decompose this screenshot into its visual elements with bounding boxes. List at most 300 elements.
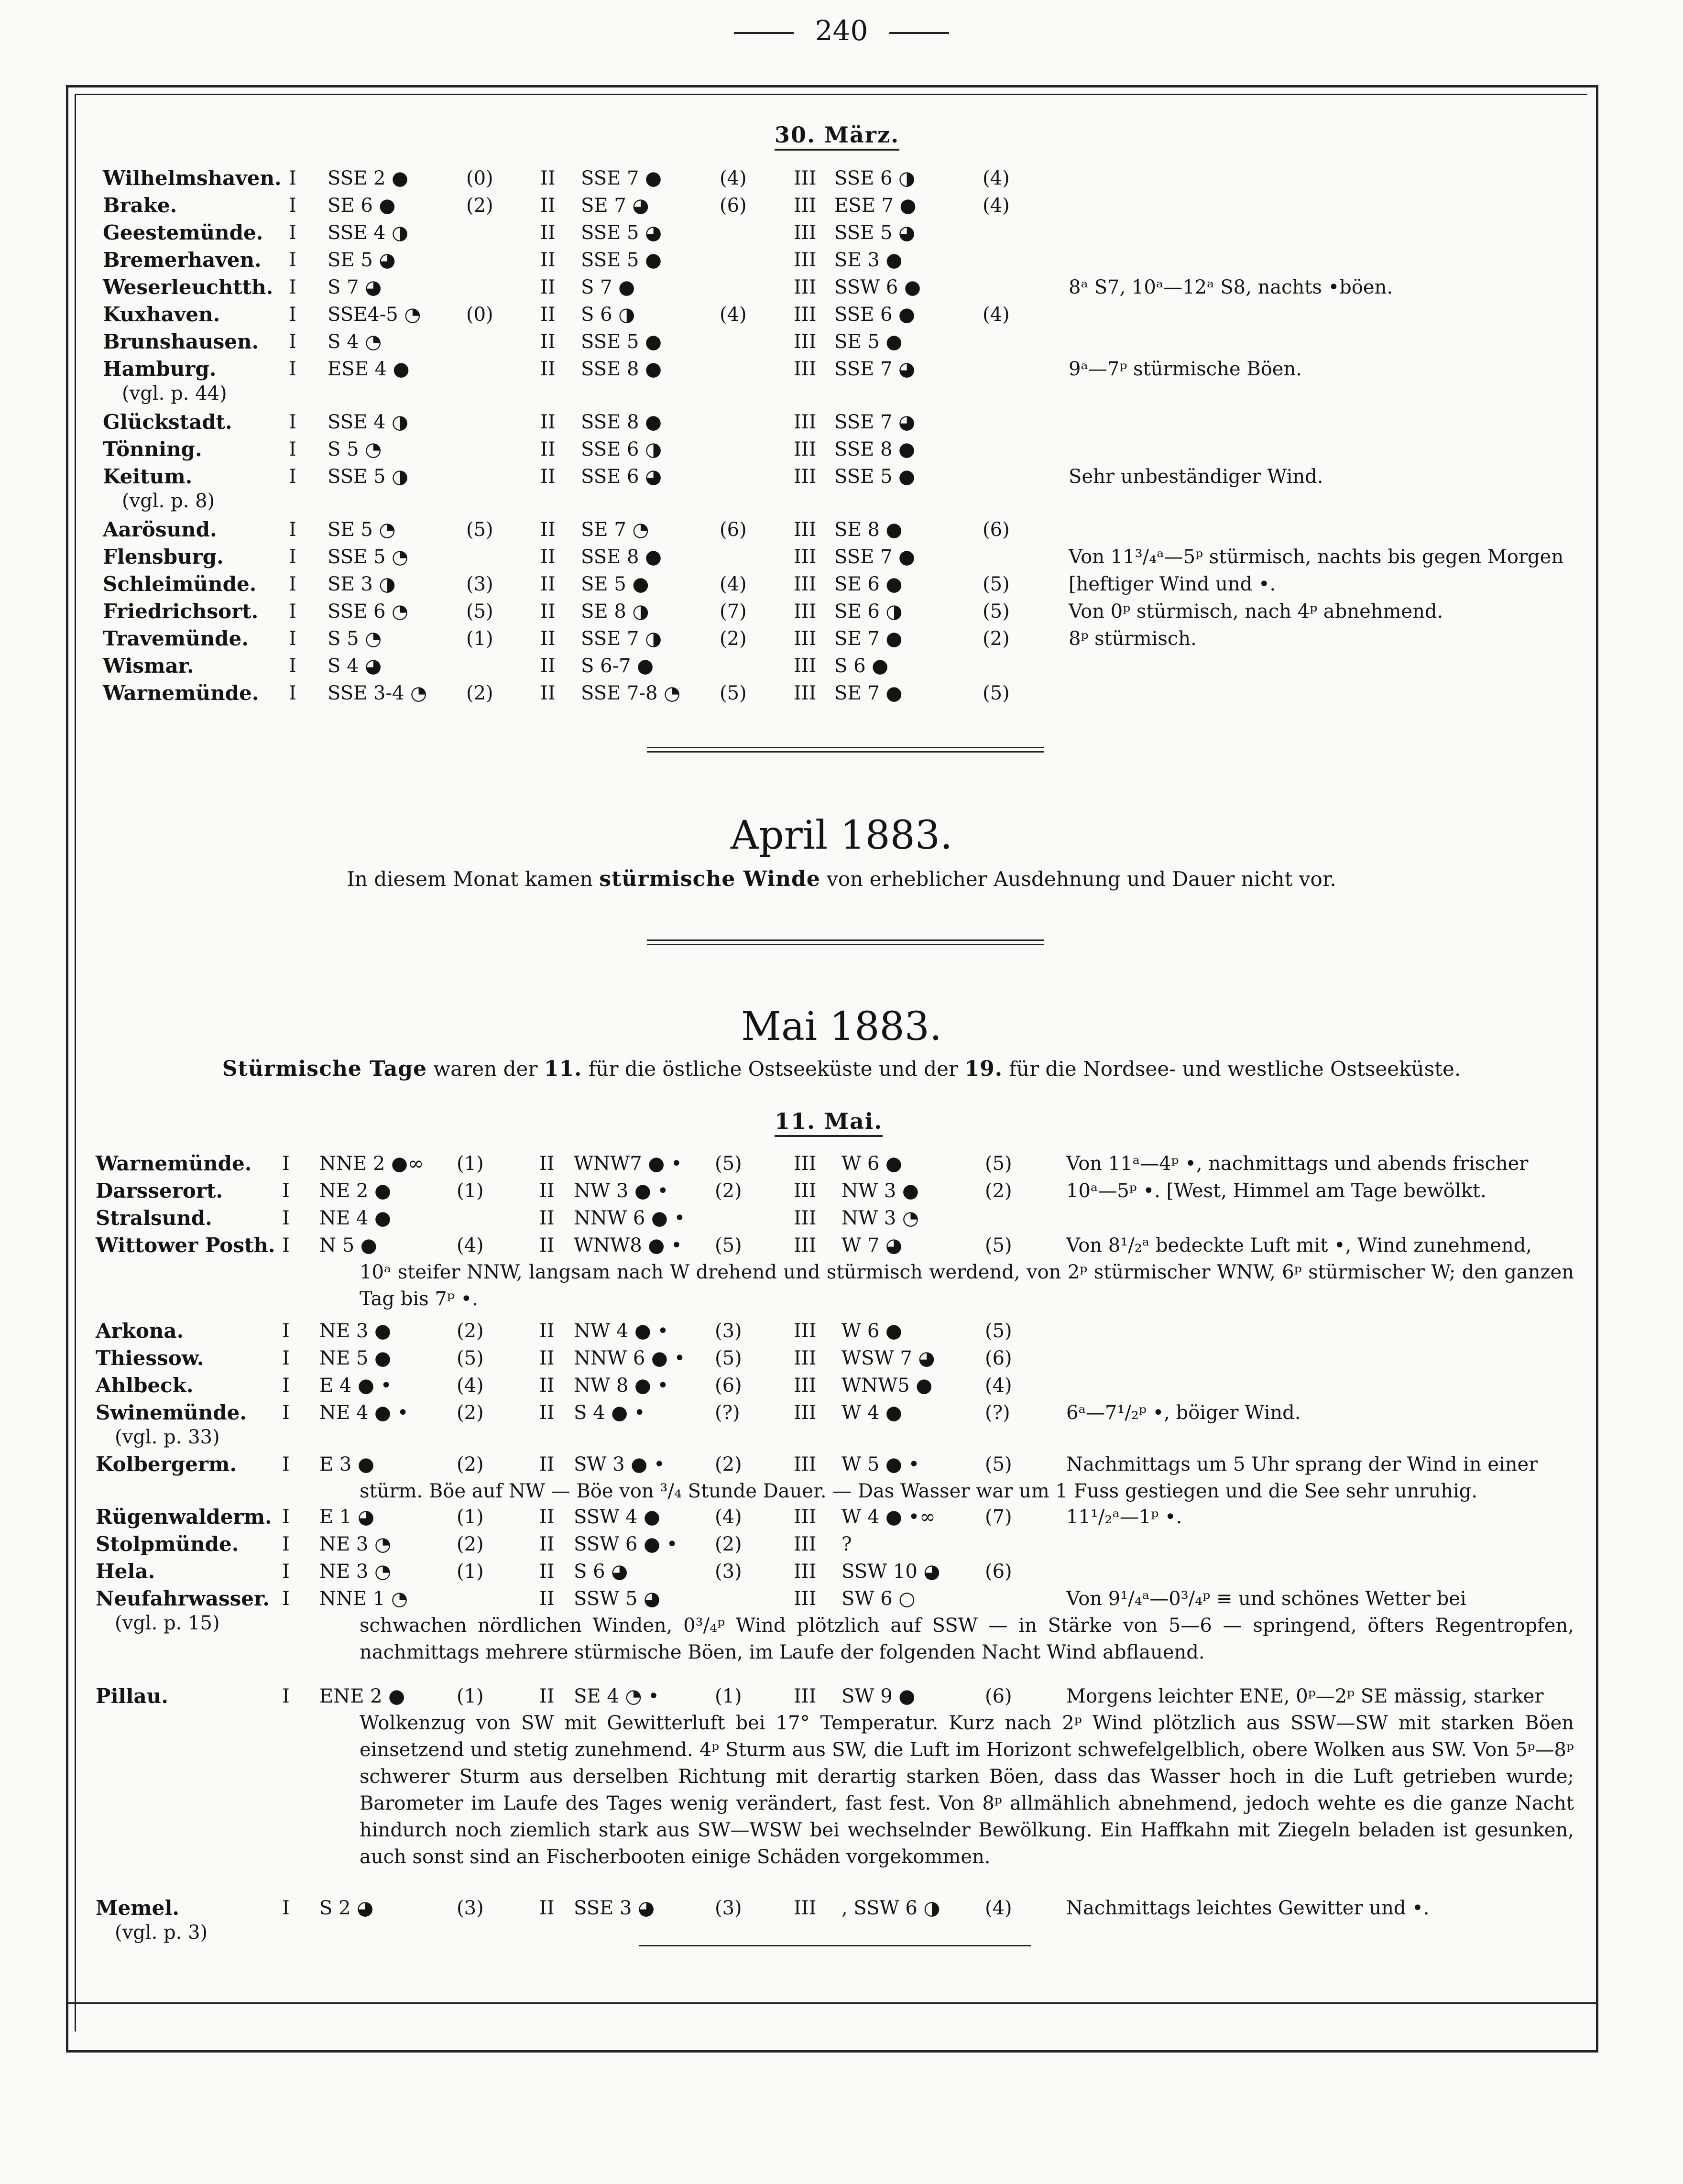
obs-i-label: I xyxy=(282,1561,290,1583)
sea-ii: (3) xyxy=(715,1897,742,1919)
sea-i: (2) xyxy=(466,682,493,704)
sea-ii: (3) xyxy=(715,1561,742,1583)
obs-iii-label: III xyxy=(794,167,817,189)
remark-continuation: Wolkenzug von SW mit Gewitterluft bei 17° Temperatur. Kurz nach 2ᵖ Wind plötzlich aus SSW—SW mit starken Böen einsetzend und stetig zunehmend. 4ᵖ Sturm aus SW, die Luft im Horizont schwefelgelblich, obere Wolken aus SW. Von 5ᵖ—8ᵖ schwerer Sturm aus derselben Richtung mit derartig starken Böen, dass das Wasser hoch in die Luft getrieben wurde; Barometer im Laufe des Tages wenig verändert, fast fest. Von 8ᵖ allmählich abnehmend, jedoch wehte es die ganze Nacht hindurch noch ziemlich stark aus SW—WSW bei wechselnder Bewölkung. Ein Haffkahn mit Ziegeln beladen ist gesunken, auch sonst sind an Fischerbooten einige Schäden vorgekommen. xyxy=(360,1712,1574,1868)
sea-ii: (6) xyxy=(720,519,747,541)
wind-i: S 5 ◔ xyxy=(328,438,382,460)
sea-iii: (4) xyxy=(983,195,1010,217)
wind-ii: S 7 ● xyxy=(581,276,635,298)
obs-ii-label: II xyxy=(539,1685,555,1707)
wind-ii: SE 4 ◔ • xyxy=(574,1685,659,1707)
sea-ii: (?) xyxy=(715,1402,740,1424)
separator xyxy=(647,747,1044,753)
station-name: Kolbergerm. xyxy=(96,1452,237,1476)
wind-ii: NW 4 ● • xyxy=(574,1320,669,1342)
station-row xyxy=(0,680,1683,707)
obs-i-label: I xyxy=(289,466,296,488)
obs-iii-label: III xyxy=(794,438,817,460)
sea-iii: (5) xyxy=(983,573,1010,595)
wind-ii: S 6-7 ● xyxy=(581,655,654,677)
sea-iii: (7) xyxy=(985,1506,1012,1528)
wind-ii: WNW7 ● • xyxy=(574,1153,682,1175)
wind-ii: SSE 8 ● xyxy=(581,411,662,433)
wind-i: SSE 5 ◑ xyxy=(328,466,409,488)
wind-ii: WNW8 ● • xyxy=(574,1234,682,1256)
obs-iii-label: III xyxy=(794,573,817,595)
obs-i-label: I xyxy=(289,276,296,298)
station-row xyxy=(0,516,1683,543)
obs-iii-label: III xyxy=(794,1320,817,1342)
obs-i-label: I xyxy=(282,1375,290,1397)
obs-ii-label: II xyxy=(540,331,556,353)
sea-i: (1) xyxy=(457,1685,484,1707)
wind-i: NE 5 ● xyxy=(319,1347,391,1369)
obs-iii-label: III xyxy=(794,1897,817,1919)
station-row xyxy=(0,1451,1683,1478)
wind-iii: SE 5 ● xyxy=(834,331,903,353)
wind-i: SE 5 ◕ xyxy=(328,249,396,271)
wind-iii: SSE 6 ◑ xyxy=(834,167,916,189)
wind-iii: W 7 ◕ xyxy=(842,1234,902,1256)
station-name: Flensburg. xyxy=(103,545,224,568)
obs-i-label: I xyxy=(289,682,296,704)
sea-i: (0) xyxy=(466,167,493,189)
sea-iii: (5) xyxy=(985,1153,1012,1175)
station-name: Weserleuchtth. xyxy=(103,275,273,299)
station-row xyxy=(0,1895,1683,1922)
wind-iii: ESE 7 ● xyxy=(834,195,917,217)
station-row xyxy=(0,1399,1683,1426)
obs-iii-label: III xyxy=(794,304,817,326)
obs-iii-label: III xyxy=(794,682,817,704)
obs-ii-label: II xyxy=(539,1320,555,1342)
station-reference: (vgl. p. 3) xyxy=(115,1922,208,1944)
station-name: Hamburg. xyxy=(103,357,217,381)
remark: 9ᵃ—7ᵖ stürmische Böen. xyxy=(1069,358,1302,380)
wind-i: SE 3 ◑ xyxy=(328,573,396,595)
obs-i-label: I xyxy=(282,1506,290,1528)
wind-ii: SSW 5 ◕ xyxy=(574,1588,660,1610)
obs-ii-label: II xyxy=(540,601,556,622)
sea-i: (0) xyxy=(466,304,493,326)
remark: Von 9¹/₄ᵃ—0³/₄ᵖ ≡ und schönes Wetter bei xyxy=(1066,1588,1466,1610)
sea-ii: (4) xyxy=(720,167,747,189)
sea-iii: (5) xyxy=(985,1320,1012,1342)
obs-i-label: I xyxy=(282,1347,290,1369)
wind-ii: SSE 5 ● xyxy=(581,249,662,271)
wind-ii: SSE 8 ● xyxy=(581,546,662,568)
remark: Morgens leichter ENE, 0ᵖ—2ᵖ SE mässig, starker xyxy=(1066,1685,1544,1707)
wind-i: SSE 3-4 ◔ xyxy=(328,682,427,704)
obs-i-label: I xyxy=(282,1588,290,1610)
sea-i: (3) xyxy=(457,1897,484,1919)
station-row xyxy=(0,436,1683,463)
obs-iii-label: III xyxy=(794,519,817,541)
obs-ii-label: II xyxy=(540,358,556,380)
obs-ii-label: II xyxy=(540,222,556,244)
sea-i: (4) xyxy=(457,1234,484,1256)
wind-iii: W 6 ● xyxy=(842,1320,902,1342)
obs-i-label: I xyxy=(289,438,296,460)
remark-continuation: schwachen nördlichen Winden, 0³/₄ᵖ Wind plötzlich auf SSW — in Stärke von 5—6 — springend, öfters Regentropfen, nachmittags mehrere stürmische Böen, im Laufe der folgenden Nacht Wind abflauend. xyxy=(360,1615,1574,1663)
page-number: 240 xyxy=(0,14,1683,47)
wind-iii: SE 7 ● xyxy=(834,628,903,650)
station-name: Tönning. xyxy=(103,437,202,461)
sea-iii: (5) xyxy=(983,682,1010,704)
obs-iii-label: III xyxy=(794,1402,817,1424)
station-row xyxy=(0,409,1683,436)
obs-i-label: I xyxy=(282,1897,290,1919)
station-name: Thiessow. xyxy=(96,1346,204,1370)
sea-ii: (2) xyxy=(715,1180,742,1202)
wind-ii: NW 8 ● • xyxy=(574,1375,669,1397)
obs-i-label: I xyxy=(282,1533,290,1555)
wind-ii: NNW 6 ● • xyxy=(574,1207,686,1229)
station-row xyxy=(0,247,1683,273)
station-row xyxy=(0,653,1683,679)
obs-iii-label: III xyxy=(794,466,817,488)
station-row xyxy=(0,1205,1683,1232)
obs-i-label: I xyxy=(282,1453,290,1475)
wind-ii: NNW 6 ● • xyxy=(574,1347,686,1369)
wind-iii: SE 3 ● xyxy=(834,249,903,271)
remark: 11¹/₂ᵃ—1ᵖ •. xyxy=(1066,1506,1182,1528)
sea-iii: (2) xyxy=(983,628,1010,650)
wind-ii: SE 7 ◔ xyxy=(581,519,649,541)
station-row xyxy=(0,1150,1683,1177)
station-name: Friedrichsort. xyxy=(103,600,259,623)
obs-iii-label: III xyxy=(794,1347,817,1369)
obs-ii-label: II xyxy=(540,682,556,704)
sea-i: (3) xyxy=(466,573,493,595)
wind-i: E 3 ● xyxy=(319,1453,374,1475)
wind-ii: SSE 7 ◑ xyxy=(581,628,662,650)
sea-ii: (4) xyxy=(715,1506,742,1528)
station-name: Warnemünde. xyxy=(103,681,259,705)
mai-note: Stürmische Tage waren der 11. für die östliche Ostseeküste und der 19. für die Nordsee- und westliche Ostseeküste. xyxy=(222,1057,1461,1081)
sea-i: (1) xyxy=(466,628,493,650)
station-name: Memel. xyxy=(96,1896,179,1920)
obs-i-label: I xyxy=(289,195,296,217)
obs-ii-label: II xyxy=(540,519,556,541)
station-row xyxy=(0,1504,1683,1530)
obs-i-label: I xyxy=(289,546,296,568)
wind-i: SE 6 ● xyxy=(328,195,396,217)
wind-iii: SE 7 ● xyxy=(834,682,903,704)
sea-ii: (3) xyxy=(715,1320,742,1342)
sea-i: (1) xyxy=(457,1180,484,1202)
sea-ii: (5) xyxy=(720,682,747,704)
sea-i: (2) xyxy=(457,1453,484,1475)
sea-ii: (6) xyxy=(720,195,747,217)
station-row xyxy=(0,544,1683,570)
wind-ii: S 6 ◕ xyxy=(574,1561,628,1583)
wind-iii: SW 9 ● xyxy=(842,1685,916,1707)
obs-ii-label: II xyxy=(540,276,556,298)
obs-i-label: I xyxy=(282,1320,290,1342)
obs-i-label: I xyxy=(282,1234,290,1256)
station-row xyxy=(0,1683,1683,1710)
sea-iii: (6) xyxy=(985,1685,1012,1707)
station-name: Stolpmünde. xyxy=(96,1532,239,1556)
obs-i-label: I xyxy=(289,304,296,326)
wind-ii: SSE 3 ◕ xyxy=(574,1897,655,1919)
wind-ii: SSE 5 ◕ xyxy=(581,222,662,244)
wind-ii: SSE 7 ● xyxy=(581,167,662,189)
wind-iii: SSE 8 ● xyxy=(834,438,916,460)
station-name: Pillau. xyxy=(96,1684,168,1708)
remark: 8ᵖ stürmisch. xyxy=(1069,628,1197,650)
wind-iii: WNW5 ● xyxy=(842,1375,933,1397)
station-name: Bremerhaven. xyxy=(103,248,262,272)
wind-i: SSE 4 ◑ xyxy=(328,222,409,244)
wind-ii: SSE 5 ● xyxy=(581,331,662,353)
wind-ii: SE 7 ◕ xyxy=(581,195,649,217)
wind-iii: SE 6 ◑ xyxy=(834,601,903,622)
wind-i: SSE 6 ◔ xyxy=(328,601,409,622)
sea-iii: (4) xyxy=(983,304,1010,326)
wind-iii: W 5 ● • xyxy=(842,1453,920,1475)
station-name: Darsserort. xyxy=(96,1179,223,1202)
wind-i: NNE 2 ●∞ xyxy=(319,1153,424,1175)
sea-i: (5) xyxy=(457,1347,484,1369)
station-name: Neufahrwasser. xyxy=(96,1587,270,1610)
wind-iii: SSE 5 ◕ xyxy=(834,222,916,244)
wind-iii: SE 8 ● xyxy=(834,519,903,541)
obs-i-label: I xyxy=(289,601,296,622)
wind-i: NE 4 ● • xyxy=(319,1402,409,1424)
station-name: Schleimünde. xyxy=(103,572,257,596)
remark: Sehr unbeständiger Wind. xyxy=(1069,466,1323,488)
wind-ii: SSE 7-8 ◔ xyxy=(581,682,681,704)
station-row xyxy=(0,1531,1683,1558)
obs-ii-label: II xyxy=(540,655,556,677)
wind-i: S 2 ◕ xyxy=(319,1897,374,1919)
station-name: Arkona. xyxy=(96,1319,184,1343)
station-row xyxy=(0,274,1683,301)
wind-ii: NW 3 ● • xyxy=(574,1180,669,1202)
obs-i-label: I xyxy=(282,1153,290,1175)
obs-ii-label: II xyxy=(539,1588,555,1610)
wind-iii: SW 6 ○ xyxy=(842,1588,916,1610)
remark: Von 8¹/₂ᵃ bedeckte Luft mit •, Wind zunehmend, xyxy=(1066,1234,1532,1256)
station-name: Brake. xyxy=(103,194,177,217)
wind-ii: SE 5 ● xyxy=(581,573,649,595)
sea-iii: (2) xyxy=(985,1180,1012,1202)
wind-i: SSE4-5 ◔ xyxy=(328,304,421,326)
obs-ii-label: II xyxy=(540,249,556,271)
april-title: April 1883. xyxy=(730,813,953,858)
obs-iii-label: III xyxy=(794,331,817,353)
wind-iii: W 4 ● •∞ xyxy=(842,1506,936,1528)
obs-ii-label: II xyxy=(539,1375,555,1397)
sea-i: (1) xyxy=(457,1561,484,1583)
wind-i: NNE 1 ◔ xyxy=(319,1588,408,1610)
wind-iii: NW 3 ● xyxy=(842,1180,919,1202)
wind-iii: SSW 6 ● xyxy=(834,276,921,298)
sea-i: (2) xyxy=(466,195,493,217)
sea-iii: (6) xyxy=(985,1347,1012,1369)
sea-i: (5) xyxy=(466,601,493,622)
obs-i-label: I xyxy=(289,519,296,541)
obs-iii-label: III xyxy=(794,601,817,622)
obs-iii-label: III xyxy=(794,655,817,677)
sea-iii: (4) xyxy=(983,167,1010,189)
obs-iii-label: III xyxy=(794,1375,817,1397)
wind-iii: SSE 7 ● xyxy=(834,546,916,568)
wind-iii: W 6 ● xyxy=(842,1153,902,1175)
wind-ii: SSE 8 ● xyxy=(581,358,662,380)
wind-iii: W 4 ● xyxy=(842,1402,902,1424)
obs-ii-label: II xyxy=(539,1153,555,1175)
station-row xyxy=(0,328,1683,355)
wind-i: SSE 5 ◔ xyxy=(328,546,409,568)
sea-i: (2) xyxy=(457,1533,484,1555)
obs-ii-label: II xyxy=(540,466,556,488)
station-row xyxy=(0,571,1683,598)
obs-ii-label: II xyxy=(539,1180,555,1202)
wind-i: SE 5 ◔ xyxy=(328,519,396,541)
station-row xyxy=(0,1232,1683,1259)
sea-ii: (5) xyxy=(715,1153,742,1175)
obs-i-label: I xyxy=(282,1402,290,1424)
obs-iii-label: III xyxy=(794,1453,817,1475)
obs-i-label: I xyxy=(282,1180,290,1202)
station-name: Kuxhaven. xyxy=(103,303,220,326)
remark: Nachmittags leichtes Gewitter und •. xyxy=(1066,1897,1430,1919)
wind-i: E 4 ● • xyxy=(319,1375,392,1397)
sea-iii: (6) xyxy=(985,1561,1012,1583)
obs-iii-label: III xyxy=(794,1234,817,1256)
station-row xyxy=(0,219,1683,246)
obs-iii-label: III xyxy=(794,1588,817,1610)
wind-ii: SSW 4 ● xyxy=(574,1506,660,1528)
wind-ii: S 6 ◑ xyxy=(581,304,635,326)
wind-ii: SSE 6 ◑ xyxy=(581,438,662,460)
obs-iii-label: III xyxy=(794,546,817,568)
sea-i: (2) xyxy=(457,1402,484,1424)
station-reference: (vgl. p. 15) xyxy=(115,1612,220,1634)
station-row xyxy=(0,165,1683,192)
obs-ii-label: II xyxy=(539,1533,555,1555)
wind-iii: NW 3 ◔ xyxy=(842,1207,919,1229)
station-reference: (vgl. p. 44) xyxy=(122,382,227,404)
station-row xyxy=(0,598,1683,625)
sea-iii: (6) xyxy=(983,519,1010,541)
station-name: Geestemünde. xyxy=(103,221,263,244)
remark-continuation: stürm. Böe auf NW — Böe von ³/₄ Stunde Dauer. — Das Wasser war um 1 Fuss gestiegen und die See sehr unruhig. xyxy=(360,1480,1478,1502)
remark: [heftiger Wind und •. xyxy=(1069,573,1276,595)
obs-ii-label: II xyxy=(540,546,556,568)
obs-iii-label: III xyxy=(794,628,817,650)
obs-iii-label: III xyxy=(794,195,817,217)
station-name: Glückstadt. xyxy=(103,410,232,434)
sea-ii: (1) xyxy=(715,1685,742,1707)
obs-iii-label: III xyxy=(794,1207,817,1229)
obs-iii-label: III xyxy=(794,1153,817,1175)
station-name: Stralsund. xyxy=(96,1206,212,1230)
wind-ii: SSW 6 ● • xyxy=(574,1533,678,1555)
remark: 10ᵃ—5ᵖ •. [West, Himmel am Tage bewölkt. xyxy=(1066,1180,1486,1202)
obs-ii-label: II xyxy=(540,304,556,326)
wind-i: ENE 2 ● xyxy=(319,1685,405,1707)
mai-title: Mai 1883. xyxy=(741,1004,942,1049)
wind-i: S 4 ◕ xyxy=(328,655,382,677)
wind-iii: SSE 5 ● xyxy=(834,466,916,488)
station-reference: (vgl. p. 33) xyxy=(115,1426,220,1448)
april-note: In diesem Monat kamen stürmische Winde von erheblicher Ausdehnung und Dauer nicht vor. xyxy=(347,867,1336,891)
obs-ii-label: II xyxy=(539,1347,555,1369)
obs-ii-label: II xyxy=(540,167,556,189)
obs-i-label: I xyxy=(289,358,296,380)
obs-iii-label: III xyxy=(794,358,817,380)
wind-i: NE 3 ◔ xyxy=(319,1533,391,1555)
sea-i: (4) xyxy=(457,1375,484,1397)
remark: 6ᵃ—7¹/₂ᵖ •, böiger Wind. xyxy=(1066,1402,1301,1424)
wind-i: E 1 ◕ xyxy=(319,1506,374,1528)
station-row xyxy=(0,356,1683,382)
remark-continuation: 10ᵃ steifer NNW, langsam nach W drehend und stürmisch werdend, von 2ᵖ stürmischer WNW, 6ᵖ stürmischer W; den ganzen Tag bis 7ᵖ •. xyxy=(360,1261,1574,1310)
station-reference: (vgl. p. 8) xyxy=(122,490,215,512)
station-name: Wilhelmshaven. xyxy=(103,166,282,190)
obs-ii-label: II xyxy=(539,1207,555,1229)
obs-iii-label: III xyxy=(794,249,817,271)
obs-iii-label: III xyxy=(794,1561,817,1583)
sea-ii: (4) xyxy=(720,304,747,326)
wind-iii: SSE 7 ◕ xyxy=(834,411,916,433)
wind-i: SSE 4 ◑ xyxy=(328,411,409,433)
station-row xyxy=(0,1345,1683,1372)
station-name: Ahlbeck. xyxy=(96,1374,194,1397)
wind-i: S 4 ◔ xyxy=(328,331,382,353)
obs-iii-label: III xyxy=(794,222,817,244)
station-name: Warnemünde. xyxy=(96,1152,252,1175)
wind-ii: SE 8 ◑ xyxy=(581,601,649,622)
remark: Von 0ᵖ stürmisch, nach 4ᵖ abnehmend. xyxy=(1069,601,1443,622)
obs-ii-label: II xyxy=(539,1402,555,1424)
obs-i-label: I xyxy=(282,1207,290,1229)
remark: Von 11³/₄ᵃ—5ᵖ stürmisch, nachts bis gegen Morgen xyxy=(1069,546,1564,568)
obs-ii-label: II xyxy=(540,411,556,433)
wind-i: SSE 2 ● xyxy=(328,167,409,189)
wind-i: ESE 4 ● xyxy=(328,358,410,380)
wind-i: S 7 ◕ xyxy=(328,276,382,298)
station-name: Brunshausen. xyxy=(103,330,259,353)
sea-iii: (5) xyxy=(985,1234,1012,1256)
wind-iii: , SSW 6 ◑ xyxy=(842,1897,940,1919)
obs-i-label: I xyxy=(289,573,296,595)
station-row xyxy=(0,301,1683,328)
station-name: Wismar. xyxy=(103,654,194,677)
obs-iii-label: III xyxy=(794,1180,817,1202)
obs-i-label: I xyxy=(289,249,296,271)
obs-ii-label: II xyxy=(539,1234,555,1256)
obs-ii-label: II xyxy=(539,1506,555,1528)
sea-ii: (2) xyxy=(720,628,747,650)
sea-i: (2) xyxy=(457,1320,484,1342)
obs-iii-label: III xyxy=(794,1506,817,1528)
sea-iii: (4) xyxy=(985,1897,1012,1919)
station-name: Aarösund. xyxy=(103,518,217,541)
station-row xyxy=(0,1558,1683,1585)
sea-i: (1) xyxy=(457,1506,484,1528)
wind-ii: SW 3 ● • xyxy=(574,1453,665,1475)
maerz-title: 30. März. xyxy=(775,122,899,151)
station-name: Swinemünde. xyxy=(96,1401,247,1424)
obs-ii-label: II xyxy=(540,573,556,595)
separator xyxy=(639,1945,1031,1946)
obs-ii-label: II xyxy=(540,438,556,460)
